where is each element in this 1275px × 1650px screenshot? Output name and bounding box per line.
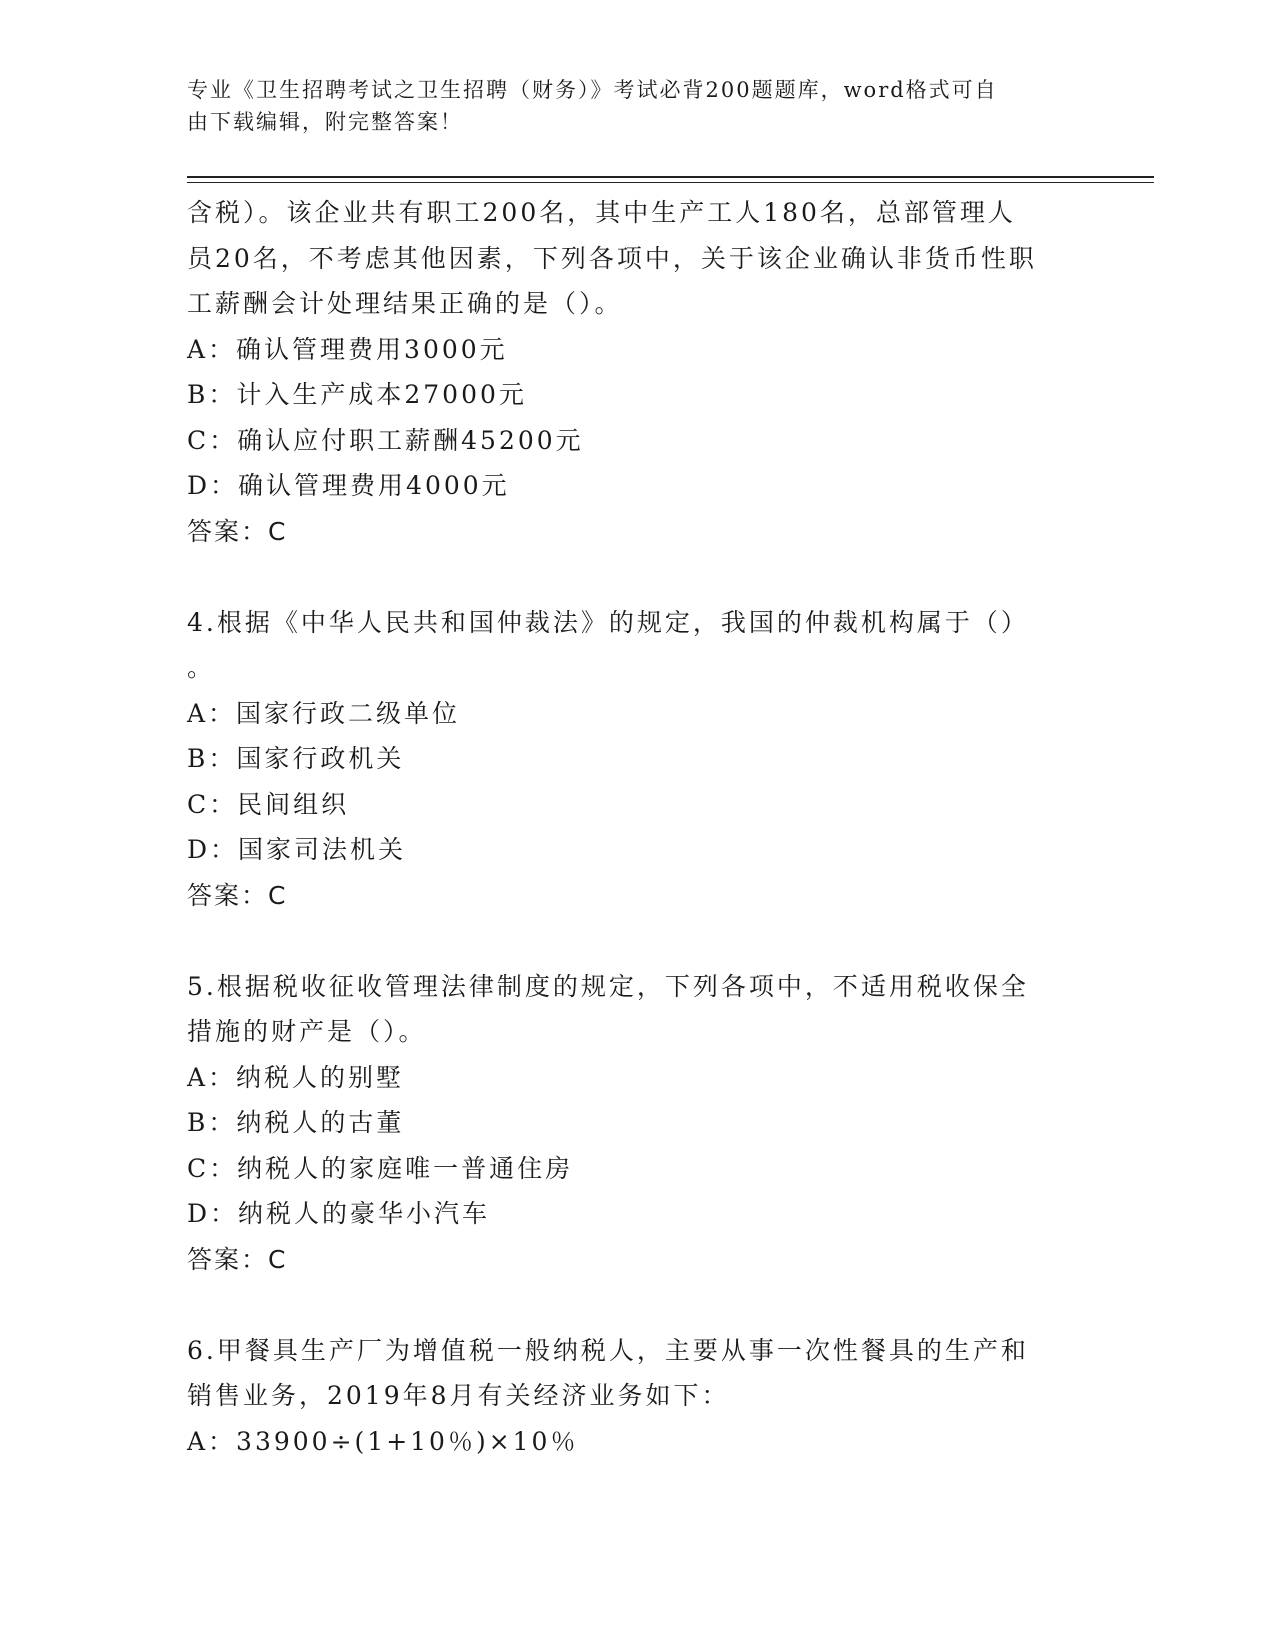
- question-stem-line: 4.根据《中华人民共和国仲裁法》的规定，我国的仲裁机构属于（）: [187, 607, 1029, 637]
- question-6: [187, 1328, 1087, 1465]
- question-stem-line: 工薪酬会计处理结果正确的是（）。: [187, 289, 623, 318]
- answer-line: 答案：C: [187, 516, 288, 546]
- option-d: D：确认管理费用4000元: [187, 471, 510, 500]
- option-d: D：纳税人的豪华小汽车: [187, 1199, 491, 1228]
- header-rule-thick: [187, 176, 1154, 178]
- answer-line: 答案：C: [187, 880, 288, 910]
- question-stem-line: 销售业务，2019年8月有关经济业务如下：: [187, 1381, 730, 1410]
- question-stem-line: 员20名，不考虑其他因素，下列各项中，关于该企业确认非货币性职: [187, 243, 1037, 273]
- question-stem-line: 措施的财产是（）。: [187, 1017, 427, 1046]
- answer-line: 答案：C: [187, 1244, 288, 1274]
- document-body: [187, 190, 1087, 1464]
- option-c: C：纳税人的家庭唯一普通住房: [187, 1153, 574, 1183]
- option-a: A：确认管理费用3000元: [187, 334, 508, 364]
- document-header: [187, 74, 1087, 138]
- option-b: B：计入生产成本27000元: [187, 380, 527, 409]
- option-a: A：33900÷(1+10％)×10％: [187, 1426, 579, 1456]
- question-stem-line: 含税）。该企业共有职工200名，其中生产工人180名，总部管理人: [187, 198, 1016, 227]
- option-a: A：纳税人的别墅: [187, 1062, 405, 1092]
- option-c: C：确认应付职工薪酬45200元: [187, 425, 584, 455]
- option-b: B：纳税人的古董: [187, 1108, 405, 1137]
- header-line-1: 专业《卫生招聘考试之卫生招聘（财务）》考试必背200题题库，word格式可自: [187, 78, 998, 102]
- spacer: [187, 918, 1087, 964]
- question-5: [187, 964, 1087, 1283]
- spacer: [187, 1282, 1087, 1328]
- question-stem-line: 5.根据税收征收管理法律制度的规定，下列各项中，不适用税收保全: [187, 971, 1029, 1001]
- question-4: [187, 600, 1087, 919]
- option-d: D：国家司法机关: [187, 835, 407, 864]
- question-stem-line: 6.甲餐具生产厂为增值税一般纳税人，主要从事一次性餐具的生产和: [187, 1335, 1029, 1365]
- option-b: B：国家行政机关: [187, 744, 405, 773]
- question-stem-line: 。: [187, 653, 216, 682]
- header-rule-thin: [187, 182, 1154, 183]
- option-c: C：民间组织: [187, 789, 350, 819]
- spacer: [187, 554, 1087, 600]
- option-a: A：国家行政二级单位: [187, 698, 461, 728]
- question-3: [187, 190, 1087, 554]
- header-line-2: 由下载编辑，附完整答案！: [187, 110, 463, 134]
